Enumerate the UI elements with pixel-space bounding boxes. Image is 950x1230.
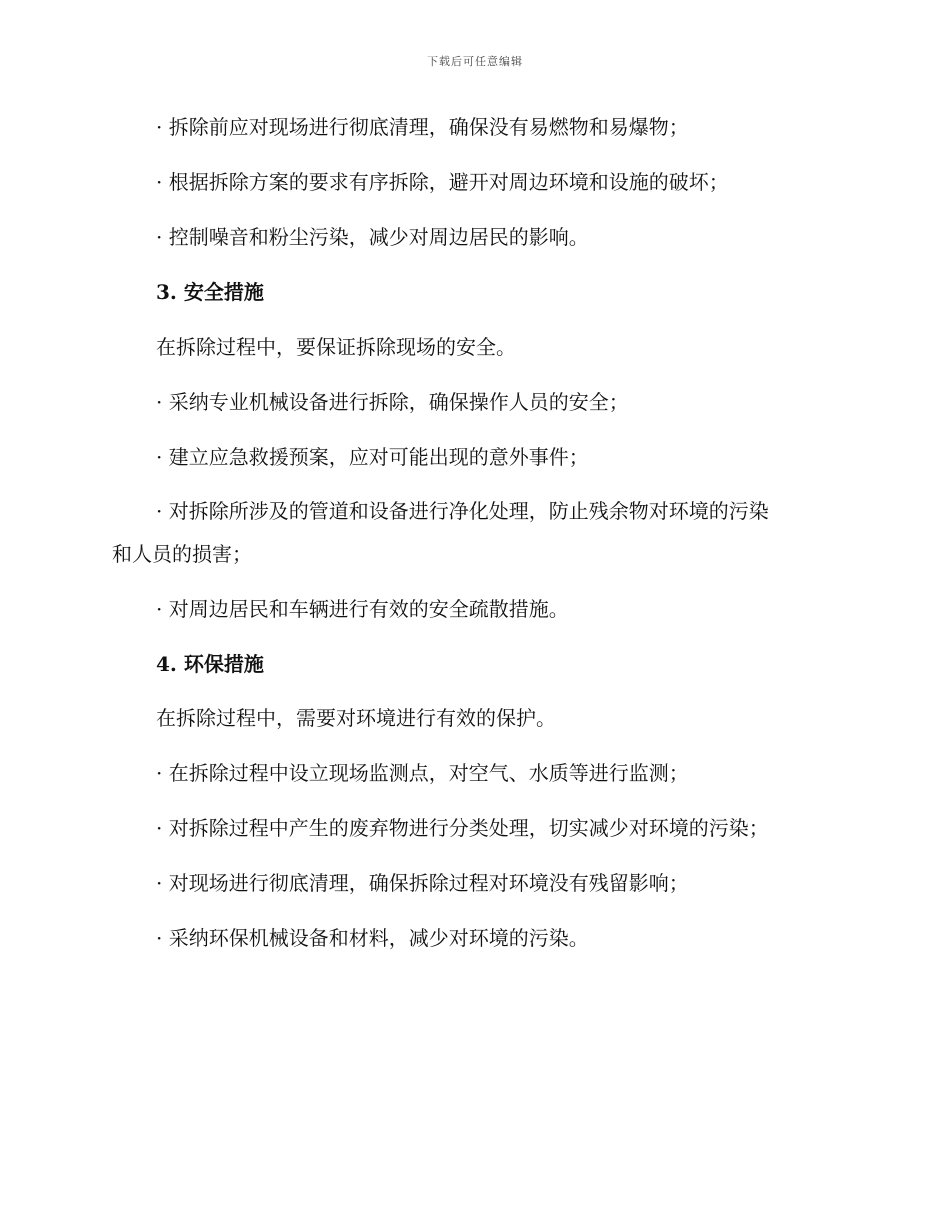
bullet-item: · 根据拆除方案的要求有序拆除，避开对周边环境和设施的破坏； [156, 170, 729, 194]
bullet-item: · 对拆除所涉及的管道和设备进行净化处理，防止残余物对环境的污染 [156, 499, 769, 523]
bullet-item-continuation: 和人员的损害； [112, 542, 252, 566]
bullet-item: · 拆除前应对现场进行彻底清理，确保没有易燃物和易爆物； [156, 115, 689, 139]
bullet-item: · 对现场进行彻底清理，确保拆除过程对环境没有残留影响； [156, 871, 689, 895]
bullet-item: · 采纳环保机械设备和材料，减少对环境的污染。 [156, 926, 589, 950]
header-note: 下载后可任意编辑 [427, 55, 523, 68]
bullet-item: · 对周边居民和车辆进行有效的安全疏散措施。 [156, 597, 569, 621]
section-intro: 在拆除过程中，需要对环境进行有效的保护。 [156, 706, 556, 730]
section-intro: 在拆除过程中，要保证拆除现场的安全。 [156, 335, 516, 359]
section-heading: 4. 环保措施 [156, 652, 264, 676]
section-heading: 3. 安全措施 [156, 280, 264, 304]
bullet-item: · 建立应急救援预案，应对可能出现的意外事件； [156, 445, 589, 469]
bullet-item: · 在拆除过程中设立现场监测点，对空气、水质等进行监测； [156, 761, 689, 785]
bullet-item: · 控制噪音和粉尘污染，减少对周边居民的影响。 [156, 225, 589, 249]
bullet-item: · 采纳专业机械设备进行拆除，确保操作人员的安全； [156, 390, 629, 414]
bullet-item: · 对拆除过程中产生的废弃物进行分类处理，切实减少对环境的污染； [156, 816, 769, 840]
